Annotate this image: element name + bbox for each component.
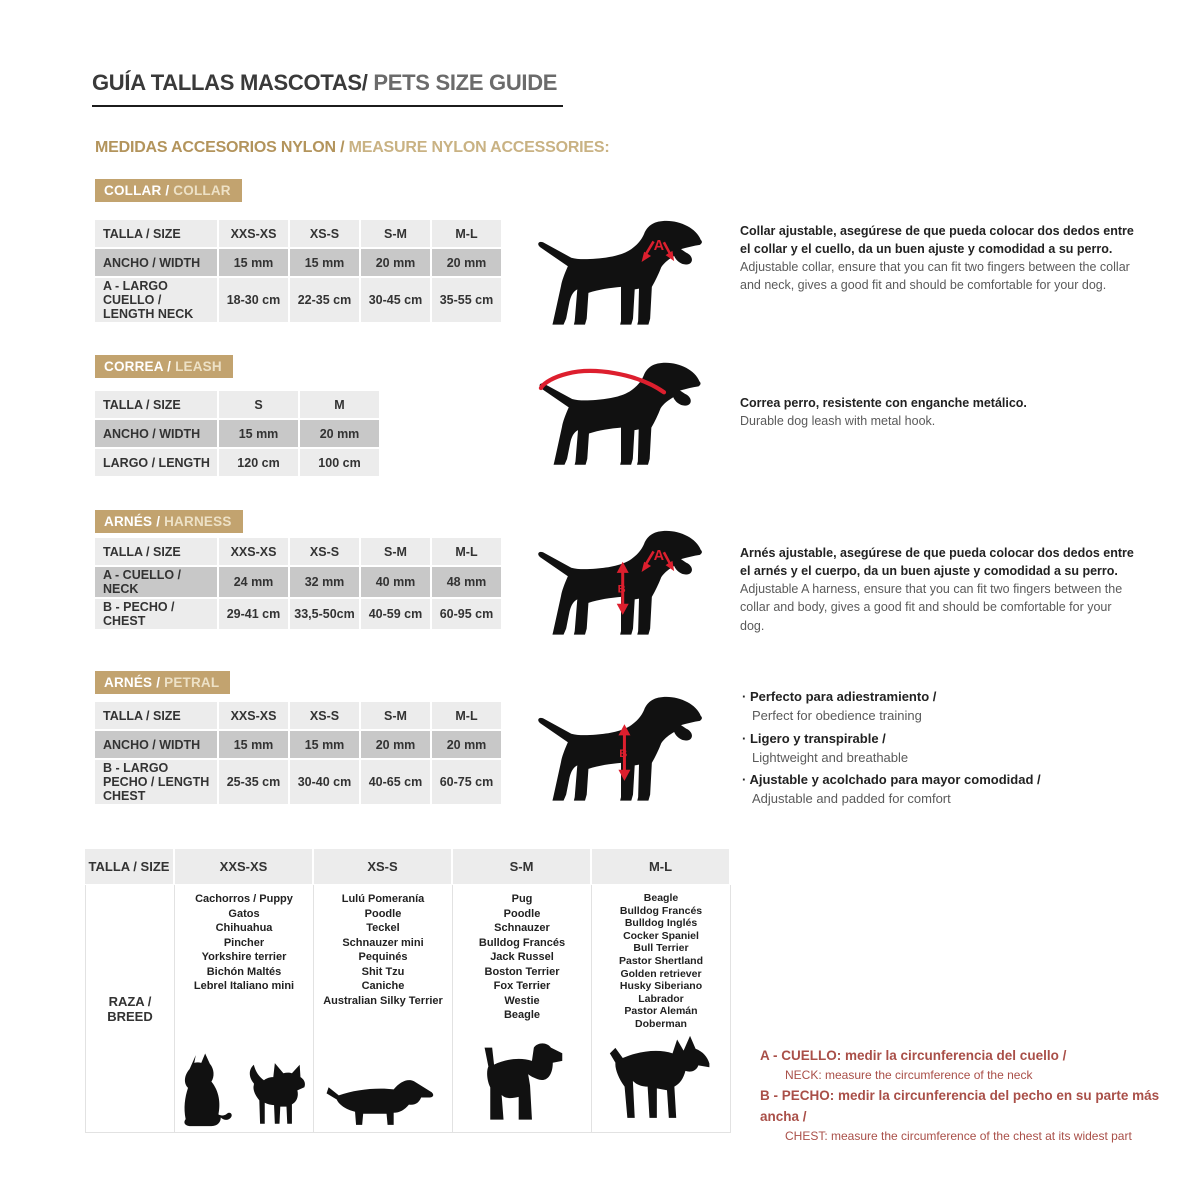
page-subtitle-es: MEDIDAS ACCESORIOS NYLON / xyxy=(95,139,345,156)
value-cell: 40-65 cm xyxy=(361,760,430,804)
chest-measure-letter: B xyxy=(617,583,626,596)
description-es: Correa perro, resistente con enganche metálico. xyxy=(740,396,1027,410)
measurement-notes xyxy=(760,1046,1200,1147)
leash-description xyxy=(740,394,1120,430)
size-col-header: S-M xyxy=(453,849,590,884)
size-col-header: M-L xyxy=(592,849,729,884)
value-cell: 25-35 cm xyxy=(219,760,288,804)
breed-item: Bulldog Inglés xyxy=(624,917,698,930)
value-cell: 29-41 cm xyxy=(219,599,288,629)
harness-section-badge xyxy=(95,510,243,533)
value-cell: 15 mm xyxy=(219,249,288,276)
value-cell: 60-75 cm xyxy=(432,760,501,804)
value-cell: 32 mm xyxy=(290,567,359,597)
breed-silhouettes xyxy=(324,1069,442,1132)
feature-es: · Perfecto para adiestramiento / xyxy=(742,688,1112,707)
breed-row-label-cell xyxy=(86,885,174,1132)
size-header-cell: TALLA / SIZE xyxy=(95,391,217,418)
row-label: ANCHO / WIDTH xyxy=(95,731,217,758)
size-col-header: M-L xyxy=(432,538,501,565)
breed-item: Cocker Spaniel xyxy=(623,929,699,942)
table-row xyxy=(95,278,503,322)
breed-table-header xyxy=(85,849,731,884)
breed-item: Schnauzer mini xyxy=(342,936,424,949)
breed-item: Cachorros / Puppy xyxy=(195,893,293,905)
badge-es: COLLAR / xyxy=(104,183,174,198)
petral-feature-list xyxy=(742,688,1112,813)
breed-item: Labrador xyxy=(638,992,684,1005)
leash-section-badge xyxy=(95,355,233,378)
row-label: A - CUELLO / NECK xyxy=(95,567,217,597)
breed-item: Golden retriever xyxy=(620,967,702,980)
value-cell: 30-40 cm xyxy=(290,760,359,804)
row-label: LARGO / LENGTH xyxy=(95,449,217,476)
description-en: Durable dog leash with metal hook. xyxy=(740,414,936,429)
table-row xyxy=(95,731,503,758)
row-label: RAZA / BREED xyxy=(107,993,153,1024)
row-label: ANCHO / WIDTH xyxy=(95,249,217,276)
chest-measure-letter: B xyxy=(619,747,628,760)
breed-item: Doberman xyxy=(635,1017,687,1030)
breed-item: Bulldog Francés xyxy=(478,936,566,949)
size-col-header: XS-S xyxy=(290,538,359,565)
size-col-header: XS-S xyxy=(314,849,451,884)
size-col-header: M-L xyxy=(432,702,501,729)
size-col-header: S xyxy=(219,391,298,418)
table-row xyxy=(95,449,381,476)
table-row xyxy=(95,599,503,629)
description-en: Adjustable collar, ensure that you can fit two fingers between the collar and neck, gives a good fit and should be comfortable for your dog. xyxy=(740,260,1130,293)
feature-es: · Ligero y transpirable / xyxy=(742,730,1112,749)
table-header-row xyxy=(95,391,381,418)
breed-column-m-l xyxy=(591,885,730,1132)
breed-item: Schnauzer xyxy=(494,922,550,934)
value-cell: 15 mm xyxy=(290,731,359,758)
breed-column-xxs-xs xyxy=(174,885,313,1132)
badge-en: HARNESS xyxy=(164,514,232,529)
neck-measure-letter: A xyxy=(653,238,665,254)
breed-item: Yorkshire terrier xyxy=(201,951,287,963)
breed-item: Pequinés xyxy=(358,951,408,963)
breed-list xyxy=(619,892,703,1031)
breed-item: Australian Silky Terrier xyxy=(323,994,443,1007)
note-es: A - CUELLO: medir la circunferencia del cuello / xyxy=(760,1048,1067,1063)
breed-item: Boston Terrier xyxy=(484,965,560,978)
value-cell: 33,5-50cm xyxy=(290,599,359,629)
page-title-es: GUÍA TALLAS MASCOTAS/ xyxy=(92,70,368,95)
value-cell: 22-35 cm xyxy=(290,278,359,322)
badge-en: COLLAR xyxy=(173,183,231,198)
value-cell: 15 mm xyxy=(290,249,359,276)
feature-es: · Ajustable y acolchado para mayor comodidad / xyxy=(742,771,1112,790)
harness-size-table xyxy=(95,538,503,631)
breed-item: Bulldog Francés xyxy=(619,904,703,917)
breed-item: Pincher xyxy=(223,936,265,949)
size-header-cell: TALLA / SIZE xyxy=(95,220,217,247)
table-header-row xyxy=(95,538,503,565)
breed-list xyxy=(479,892,565,1023)
breed-item: Beagle xyxy=(643,892,679,904)
breed-list xyxy=(194,892,294,994)
breed-item: Fox Terrier xyxy=(493,980,551,992)
dachshund-silhouette-icon xyxy=(324,1069,442,1130)
breed-item: Bichón Maltés xyxy=(206,965,282,978)
breed-item: Lebrel Italiano mini xyxy=(193,980,295,992)
size-header-cell: TALLA / SIZE xyxy=(95,702,217,729)
row-label: B - PECHO / CHEST xyxy=(95,599,217,629)
page-subtitle xyxy=(95,139,610,157)
breed-item: Bull Terrier xyxy=(633,942,689,955)
value-cell: 20 mm xyxy=(432,249,501,276)
breed-item: Pastor Alemán xyxy=(624,1005,698,1018)
size-col-header: S-M xyxy=(361,220,430,247)
note-en: NECK: measure the circumference of the neck xyxy=(785,1068,1033,1083)
dog-neck-measure-icon xyxy=(535,214,707,334)
value-cell: 15 mm xyxy=(219,731,288,758)
page-title-en: PETS SIZE GUIDE xyxy=(367,70,558,95)
breed-column-xs-s xyxy=(313,885,452,1132)
value-cell: 20 mm xyxy=(300,420,379,447)
value-cell: 100 cm xyxy=(300,449,379,476)
description-es: Arnés ajustable, asegúrese de que pueda colocar dos dedos entre el arnés y el cuerpo, da un buen ajuste y comodidad a su perro. xyxy=(740,546,1134,579)
page-title xyxy=(92,70,563,107)
value-cell: 40 mm xyxy=(361,567,430,597)
chihuahua-silhouette-icon xyxy=(243,1060,309,1130)
value-cell: 20 mm xyxy=(432,731,501,758)
note-en: CHEST: measure the circumference of the chest at its widest part xyxy=(785,1128,1132,1143)
size-col-header: S-M xyxy=(361,538,430,565)
schnauzer-silhouette-icon xyxy=(477,1040,567,1130)
breed-item: Poodle xyxy=(503,907,541,920)
breed-table-body xyxy=(85,885,731,1133)
size-col-header: XXS-XS xyxy=(219,702,288,729)
value-cell: 24 mm xyxy=(219,567,288,597)
breed-item: Jack Russel xyxy=(490,951,554,963)
breed-item: Chihuahua xyxy=(215,922,273,934)
table-row xyxy=(95,760,503,804)
badge-es: ARNÉS / xyxy=(104,675,165,690)
breed-item: Caniche xyxy=(361,980,405,992)
value-cell: 48 mm xyxy=(432,567,501,597)
breed-item: Pastor Shertland xyxy=(618,954,704,967)
breed-list xyxy=(323,892,443,1008)
table-row xyxy=(95,567,503,597)
doberman-silhouette-icon xyxy=(608,1033,714,1130)
size-col-header: XS-S xyxy=(290,220,359,247)
breed-item: Husky Siberiano xyxy=(619,980,703,993)
breed-item: Pug xyxy=(511,893,533,905)
size-col-header: XXS-XS xyxy=(219,220,288,247)
table-row xyxy=(95,249,503,276)
breed-silhouettes xyxy=(180,1052,309,1132)
value-cell: 18-30 cm xyxy=(219,278,288,322)
size-col-header: XXS-XS xyxy=(219,538,288,565)
breed-item: Westie xyxy=(504,994,540,1007)
dog-chest-measure-icon xyxy=(535,690,707,810)
value-cell: 20 mm xyxy=(361,731,430,758)
size-col-header: XS-S xyxy=(290,702,359,729)
feature-en: Adjustable and padded for comfort xyxy=(752,791,951,807)
page-subtitle-en: MEASURE NYLON ACCESSORIES: xyxy=(344,139,610,156)
breed-item: Shit Tzu xyxy=(361,965,405,978)
value-cell: 20 mm xyxy=(361,249,430,276)
value-cell: 120 cm xyxy=(219,449,298,476)
size-col-header: M xyxy=(300,391,379,418)
table-header-row xyxy=(95,220,503,247)
breed-size-table xyxy=(85,849,731,1133)
collar-description xyxy=(740,222,1135,295)
row-label: A - LARGO CUELLO / LENGTH NECK xyxy=(95,278,217,322)
value-cell: 40-59 cm xyxy=(361,599,430,629)
size-col-header: M-L xyxy=(432,220,501,247)
collar-size-table xyxy=(95,220,503,324)
dog-neck-and-chest-measure-icon xyxy=(535,524,707,644)
petral-size-table xyxy=(95,702,503,806)
feature-en: Lightweight and breathable xyxy=(752,749,909,765)
breed-item: Lulú Pomeranía xyxy=(341,893,425,905)
collar-section-badge xyxy=(95,179,242,202)
badge-es: ARNÉS / xyxy=(104,514,165,529)
neck-measure-letter: A xyxy=(653,548,665,564)
value-cell: 60-95 cm xyxy=(432,599,501,629)
breed-item: Beagle xyxy=(503,1009,541,1021)
value-cell: 15 mm xyxy=(219,420,298,447)
row-label: ANCHO / WIDTH xyxy=(95,420,217,447)
description-es: Collar ajustable, asegúrese de que pueda colocar dos dedos entre el collar y el cuello, da un buen ajuste y comodidad a su perro. xyxy=(740,224,1134,257)
badge-en: PETRAL xyxy=(164,675,220,690)
leash-size-table xyxy=(95,391,381,478)
breed-silhouettes xyxy=(477,1040,567,1132)
table-header-row xyxy=(95,702,503,729)
petral-section-badge xyxy=(95,671,230,694)
badge-es: CORREA / xyxy=(104,359,176,374)
note-es: B - PECHO: medir la circunferencia del pecho en su parte más ancha / xyxy=(760,1088,1160,1124)
table-row xyxy=(95,420,381,447)
badge-en: LEASH xyxy=(175,359,222,374)
row-label: B - LARGO PECHO / LENGTH CHEST xyxy=(95,760,217,804)
breed-silhouettes xyxy=(608,1033,714,1132)
breed-item: Gatos xyxy=(228,907,260,920)
value-cell: 30-45 cm xyxy=(361,278,430,322)
breed-item: Teckel xyxy=(366,922,400,934)
description-en: Adjustable A harness, ensure that you can fit two fingers between the collar and body, gives a good fit and should be comfortable for your dog. xyxy=(740,582,1123,633)
dog-with-leash-icon xyxy=(535,356,707,474)
size-col-header: S-M xyxy=(361,702,430,729)
cat-silhouette-icon xyxy=(180,1052,235,1130)
size-header-cell: TALLA / SIZE xyxy=(85,849,173,884)
value-cell: 35-55 cm xyxy=(432,278,501,322)
size-col-header: XXS-XS xyxy=(175,849,312,884)
harness-description xyxy=(740,544,1135,635)
size-header-cell: TALLA / SIZE xyxy=(95,538,217,565)
breed-item: Poodle xyxy=(364,907,402,920)
feature-en: Perfect for obedience training xyxy=(752,707,922,723)
breed-column-s-m xyxy=(452,885,591,1132)
